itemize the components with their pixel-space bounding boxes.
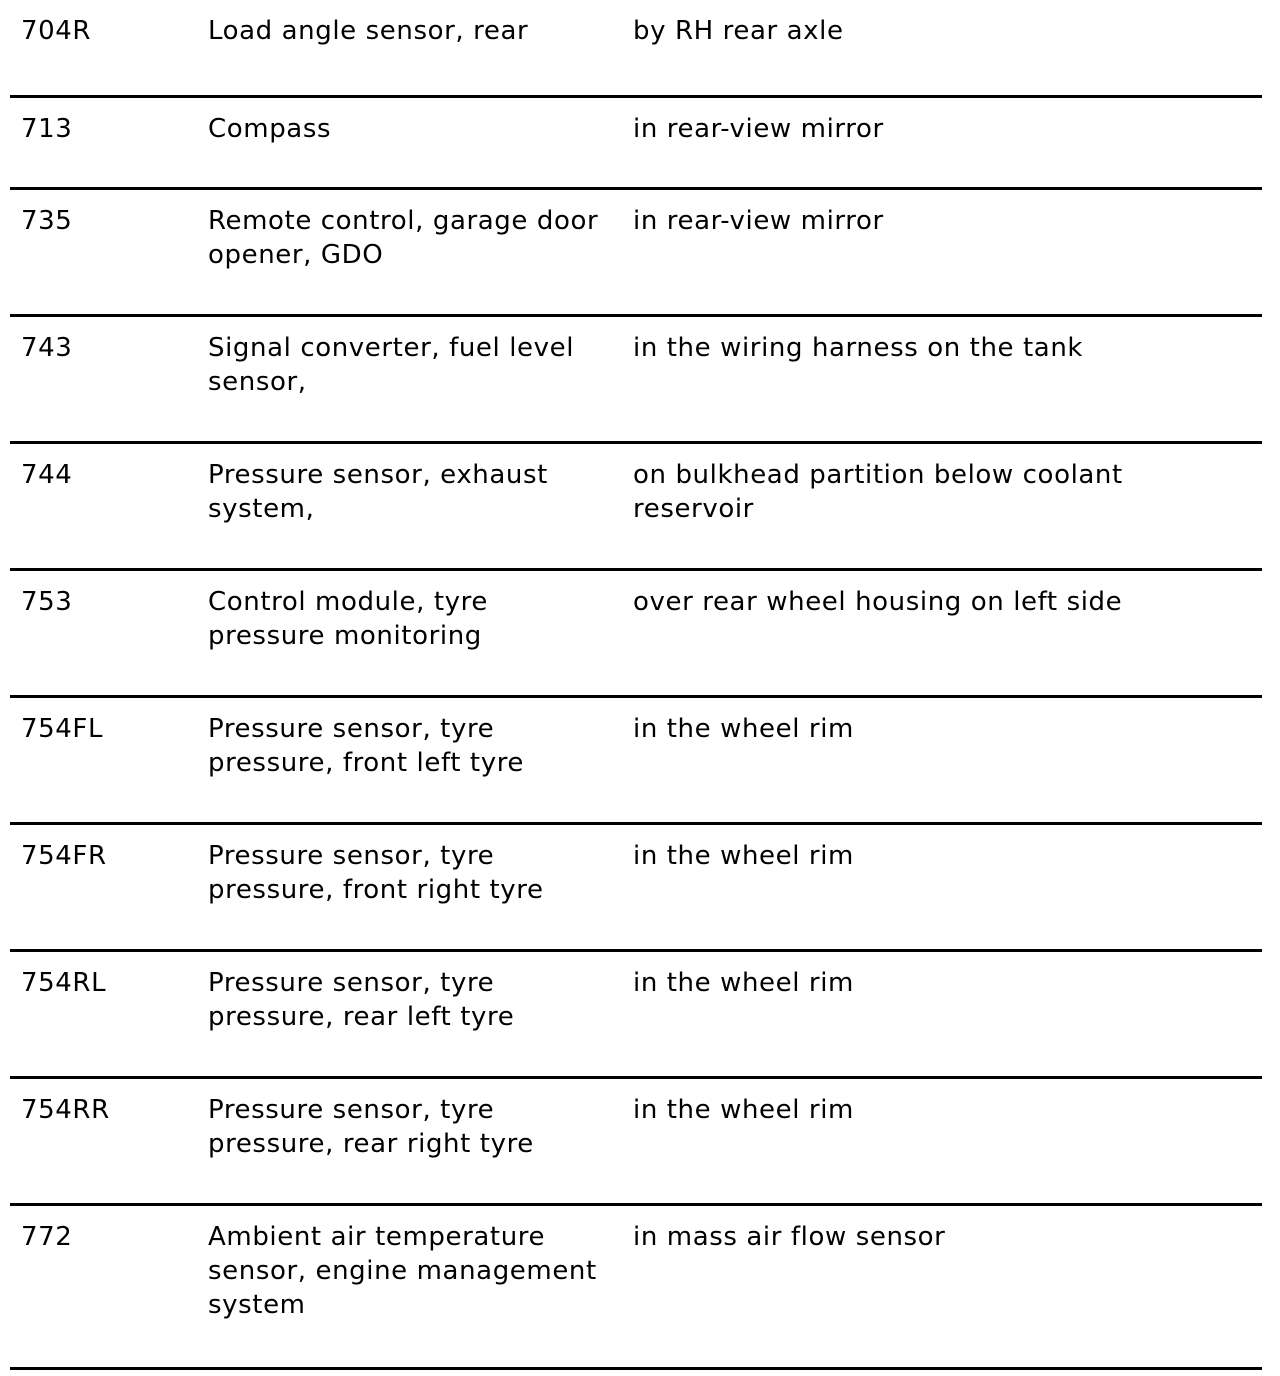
component-location: on bulkhead partition below coolant reservoir — [633, 460, 1123, 524]
component-location: in the wheel rim — [633, 841, 854, 871]
component-name: Pressure sensor, tyre pressure, rear left tyre — [208, 968, 515, 1032]
component-code: 754FL — [21, 714, 104, 744]
component-name: Ambient air temperature sensor, engine management system — [208, 1222, 597, 1320]
table-row — [10, 0, 1262, 98]
table-row — [10, 98, 1262, 190]
table-row — [10, 1206, 1262, 1370]
component-code: 754RL — [21, 968, 107, 998]
component-code: 754FR — [21, 841, 107, 871]
component-code: 744 — [21, 460, 73, 490]
component-name: Load angle sensor, rear — [208, 16, 529, 46]
component-table — [10, 0, 1262, 1370]
component-code: 753 — [21, 587, 73, 617]
table-row — [10, 317, 1262, 444]
component-location: in mass air flow sensor — [633, 1222, 946, 1252]
component-name: Remote control, garage door opener, GDO — [208, 206, 599, 270]
component-location: over rear wheel housing on left side — [633, 587, 1123, 617]
component-name: Signal converter, fuel level sensor, — [208, 333, 575, 397]
component-location: in the wheel rim — [633, 968, 854, 998]
component-code: 743 — [21, 333, 73, 363]
component-name: Pressure sensor, exhaust system, — [208, 460, 548, 524]
component-code: 704R — [21, 16, 92, 46]
table-row — [10, 1079, 1262, 1206]
table-row — [10, 952, 1262, 1079]
component-code: 713 — [21, 114, 73, 144]
table-row — [10, 190, 1262, 317]
component-name: Pressure sensor, tyre pressure, front right tyre — [208, 841, 544, 905]
component-location: by RH rear axle — [633, 16, 844, 46]
table-row — [10, 571, 1262, 698]
table-row — [10, 825, 1262, 952]
table-row — [10, 444, 1262, 571]
component-location: in the wiring harness on the tank — [633, 333, 1084, 363]
component-code: 754RR — [21, 1095, 110, 1125]
component-location: in the wheel rim — [633, 1095, 854, 1125]
component-location: in the wheel rim — [633, 714, 854, 744]
component-code: 772 — [21, 1222, 73, 1252]
component-name: Compass — [208, 114, 332, 144]
component-location: in rear-view mirror — [633, 114, 884, 144]
component-name: Control module, tyre pressure monitoring — [208, 587, 488, 651]
table-row — [10, 698, 1262, 825]
component-name: Pressure sensor, tyre pressure, rear right tyre — [208, 1095, 534, 1159]
component-code: 735 — [21, 206, 73, 236]
component-name: Pressure sensor, tyre pressure, front left tyre — [208, 714, 525, 778]
component-location: in rear-view mirror — [633, 206, 884, 236]
